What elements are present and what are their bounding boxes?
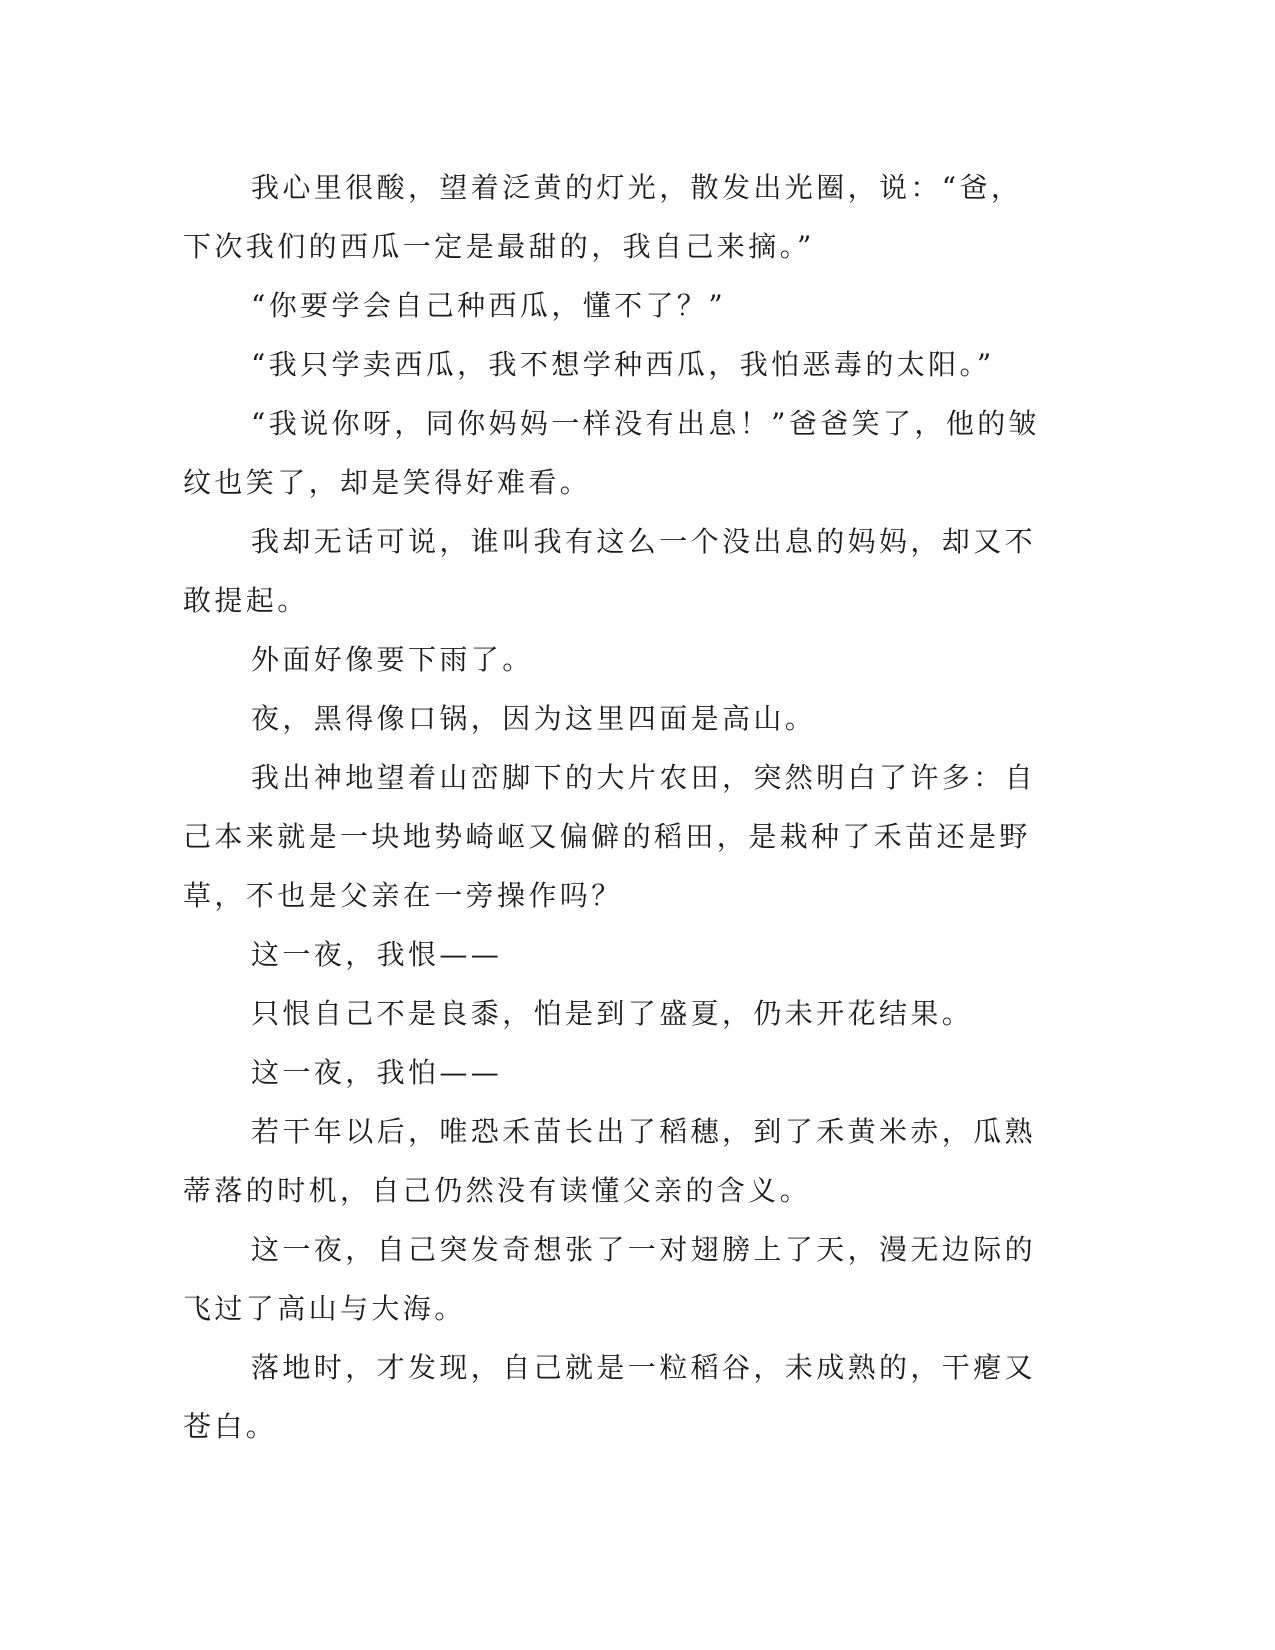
paragraph-12: 若干年以后，唯恐禾苗长出了稻穗，到了禾黄米赤，瓜熟蒂落的时机，自己仍然没有读懂父亲的含义。 [183,1115,1037,1207]
paragraph-4: “我说你呀，同你妈妈一样没有出息！”爸爸笑了，他的皱纹也笑了，却是笑得好难看。 [183,407,1041,499]
paragraph-11: 这一夜，我怕—— [251,1056,503,1089]
paragraph-1: 我心里很酸，望着泛黄的灯光，散发出光圈，说：“爸，下次我们的西瓜一定是最甜的，我自己来摘。” [183,171,1023,263]
paragraph-2: “你要学会自己种西瓜，懂不了？” [251,289,727,322]
paragraph-13: 这一夜，自己突发奇想张了一对翅膀上了天，漫无边际的飞过了高山与大海。 [183,1233,1037,1325]
document-body [183,158,1043,1456]
paragraph-6: 外面好像要下雨了。 [251,643,534,676]
paragraph-10: 只恨自己不是良黍，怕是到了盛夏，仍未开花结果。 [251,997,974,1030]
paragraph-7: 夜，黑得像口锅，因为这里四面是高山。 [251,702,817,735]
paragraph-5: 我却无话可说，谁叫我有这么一个没出息的妈妈，却又不敢提起。 [183,525,1037,617]
paragraph-14: 落地时，才发现，自己就是一粒稻谷，未成熟的，干瘪又苍白。 [183,1351,1037,1443]
paragraph-3: “我只学卖西瓜，我不想学种西瓜，我怕恶毒的太阳。” [251,348,995,381]
paragraph-8: 我出神地望着山峦脚下的大片农田，突然明白了许多：自己本来就是一块地势崎岖又偏僻的稻田，是栽种了禾苗还是野草，不也是父亲在一旁操作吗？ [183,761,1037,912]
paragraph-9: 这一夜，我恨—— [251,938,503,971]
